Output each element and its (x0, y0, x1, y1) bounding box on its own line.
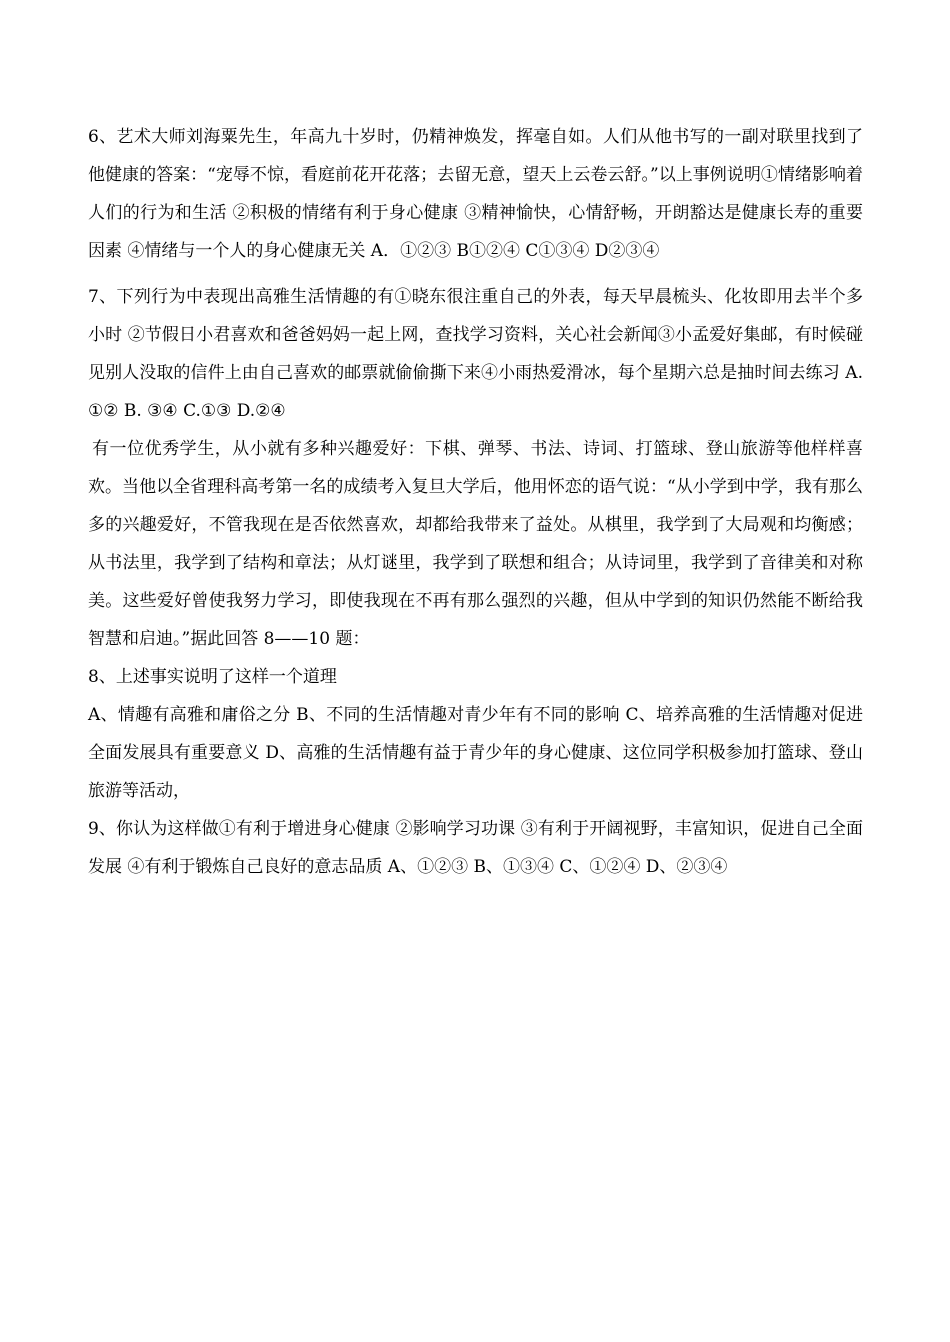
question-6-paragraph: 6、艺术大师刘海粟先生，年高九十岁时，仍精神焕发，挥毫自如。人们从他书写的一副对联里找到了他健康的答案：“宠辱不惊，看庭前花开花落；去留无意，望天上云卷云舒。”以上事例说明①情绪影响着人们的行为和生活 ②积极的情绪有利于身心健康 ③精神愉快，心情舒畅，开朗豁达是健康长寿的重要因素 ④情绪与一个人的身心健康无关 A．①②③ B①②④ C①③④ D②③④ (88, 127, 863, 261)
question-8-options: A、情趣有高雅和庸俗之分 B、不同的生活情趣对青少年有不同的影响 C、培养高雅的生活情趣对促进全面发展具有重要意义 D、高雅的生活情趣有益于青少年的身心健康、这位同学积极参加打篮球、登山旅游等活动， (88, 705, 863, 801)
question-7-paragraph: 7、下列行为中表现出高雅生活情趣的有①晓东很注重自己的外表，每天早晨梳头、化妆即用去半个多小时 ②节假日小君喜欢和爸爸妈妈一起上网，查找学习资料，关心社会新闻③小孟爱好集邮，有时候碰见别人没取的信件上由自己喜欢的邮票就偷偷撕下来④小雨热爱滑冰，每个星期六总是抽时间去练习 A. ①② B. ③④ C.①③ D.②④ (88, 287, 863, 421)
question-9-paragraph: 9、你认为这样做①有利于增进身心健康 ②影响学习功课 ③有利于开阔视野，丰富知识，促进自己全面发展 ④有利于锻炼自己良好的意志品质 A、①②③ B、①③④ C、①②④ D、②③④ (88, 819, 863, 877)
question-8-stem: 8、上述事实说明了这样一个道理 (88, 667, 337, 687)
document-body (88, 118, 863, 886)
reading-passage-paragraph: 有一位优秀学生，从小就有多种兴趣爱好：下棋、弹琴、书法、诗词、打篮球、登山旅游等他样样喜欢。当他以全省理科高考第一名的成绩考入复旦大学后，他用怀恋的语气说：“从小学到中学，我有那么多的兴趣爱好，不管我现在是否依然喜欢，却都给我带来了益处。从棋里，我学到了大局观和均衡感；从书法里，我学到了结构和章法；从灯谜里，我学到了联想和组合；从诗词里，我学到了音律美和对称美。这些爱好曾使我努力学习，即使我现在不再有那么强烈的兴趣，但从中学到的知识仍然能不断给我智慧和启迪。”据此回答 8——10 题： (88, 439, 863, 649)
